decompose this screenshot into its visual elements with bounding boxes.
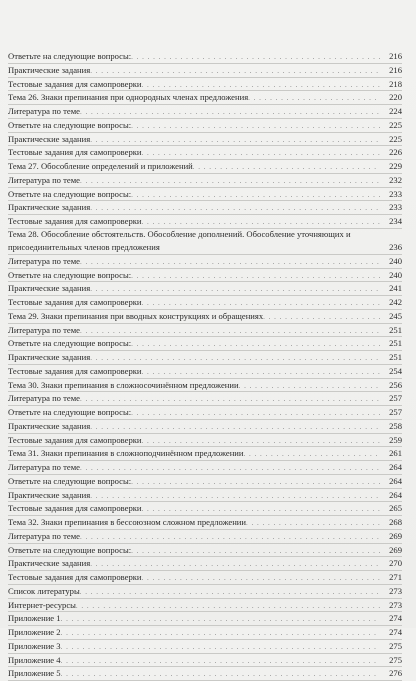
toc-entry-page: 251: [389, 338, 402, 349]
toc-dot-leader: [80, 531, 380, 544]
toc-entry-page: 257: [389, 393, 402, 404]
toc-dot-leader: [80, 106, 380, 119]
toc-entry-title: Тестовые задания для самопроверки: [8, 434, 142, 445]
toc-dot-leader: [142, 572, 380, 585]
toc-dot-leader: [142, 79, 380, 92]
toc-entry-title: Тестовые задания для самопроверки: [8, 572, 142, 582]
toc-entry-page: 224: [389, 106, 402, 116]
toc-entry-page: 232: [389, 174, 402, 185]
toc-entry-title: Практические задания: [8, 420, 91, 431]
toc-entry-title: Приложение 1: [8, 613, 61, 624]
toc-entry-page: 241: [389, 283, 402, 294]
toc-entry-title: Тема 32. Знаки препинания в бессоюзном сложном предложении: [8, 517, 247, 527]
toc-dot-leader: [142, 435, 380, 448]
toc-entry-title: Тестовые задания для самопроверки: [8, 365, 142, 376]
toc-dot-leader: [131, 545, 380, 558]
toc-entry: [8, 310, 402, 324]
toc-entry-title: Тема 28. Обособление обстоятельств. Обособление дополнений. Обособление уточняющих и присоединительных членов предложения: [8, 229, 351, 252]
toc-entry-page: 264: [389, 475, 402, 486]
toc-entry: [8, 461, 402, 475]
toc-entry-title: Тема 30. Знаки препинания в сложносочинённом предложении: [8, 379, 239, 390]
toc-entry-title: Ответьте на следующие вопросы:: [8, 188, 132, 199]
toc-entry: [8, 667, 402, 681]
toc-entry: [8, 379, 402, 393]
toc-entry-page: 240: [389, 269, 402, 280]
toc-dot-leader: [142, 297, 380, 310]
toc-entry: [8, 133, 402, 147]
toc-entry-title: Практические задания: [8, 489, 91, 500]
toc-entry: [8, 160, 402, 174]
toc-entry-title: Ответьте на следующие вопросы:: [8, 407, 132, 417]
toc-dot-leader: [142, 503, 380, 516]
toc-dot-leader: [80, 586, 380, 599]
toc-entry: [8, 612, 402, 626]
toc-entry-title: Приложение 3: [8, 640, 61, 651]
toc-dot-leader: [61, 641, 380, 654]
toc-entry-title: Литература по теме: [8, 255, 80, 266]
toc-entry-title: Практические задания: [8, 558, 91, 569]
toc-entry-title: Ответьте на следующие вопросы:: [8, 544, 132, 555]
toc-entry-page: 251: [389, 324, 402, 335]
toc-entry-title: Ответьте на следующие вопросы:: [8, 269, 132, 280]
toc-dot-leader: [263, 311, 380, 324]
toc-entry: [8, 105, 402, 119]
toc-dot-leader: [90, 558, 380, 571]
toc-entry-page: 258: [389, 420, 402, 431]
toc-entry: [8, 201, 402, 215]
toc-entry-title: Тестовые задания для самопроверки: [8, 503, 142, 514]
toc-dot-leader: [90, 134, 380, 147]
toc-entry-title: Ответьте на следующие вопросы:: [8, 119, 132, 130]
toc-entry: [8, 530, 402, 544]
toc-entry-title: Интернет-ресурсы: [8, 599, 76, 610]
toc-dot-leader: [131, 120, 380, 133]
toc-entry: [8, 502, 402, 516]
toc-entry: [8, 365, 402, 379]
toc-entry-page: 245: [389, 310, 402, 321]
toc-entry-page: 242: [389, 297, 402, 307]
toc-dot-leader: [193, 161, 380, 174]
toc-dot-leader: [142, 147, 380, 160]
toc-entry-page: 274: [389, 627, 402, 637]
toc-dot-leader: [131, 338, 380, 351]
toc-entry-page: 257: [389, 407, 402, 417]
toc-dot-leader: [61, 668, 380, 681]
toc-entry-page: 259: [389, 434, 402, 445]
toc-entry: [8, 434, 402, 448]
toc-entry: [8, 351, 402, 365]
toc-entry-page: 276: [389, 668, 402, 679]
toc-dot-leader: [80, 393, 380, 406]
toc-entry-title: Практические задания: [8, 133, 91, 144]
toc-entry: [8, 626, 402, 640]
toc-entry-page: 229: [389, 161, 402, 171]
toc-entry-title: Список литературы: [8, 585, 80, 596]
toc-dot-leader: [131, 476, 380, 489]
toc-dot-leader: [142, 216, 380, 229]
toc-entry-page: 234: [389, 216, 402, 226]
toc-dot-leader: [131, 189, 380, 202]
toc-dot-leader: [246, 517, 380, 530]
toc-entry-title: Приложение 5: [8, 668, 61, 679]
toc-entry-title: Литература по теме: [8, 462, 80, 472]
toc-entry: [8, 324, 402, 338]
toc-entry: [8, 447, 402, 461]
toc-entry: [8, 475, 402, 489]
toc-entry: [8, 557, 402, 571]
toc-entry: [8, 599, 402, 613]
table-of-contents: [8, 50, 402, 681]
toc-entry-page: 218: [389, 78, 402, 89]
toc-entry: [8, 64, 402, 78]
toc-entry-title: Практические задания: [8, 352, 91, 362]
toc-entry-page: 216: [389, 51, 402, 61]
toc-entry-title: Практические задания: [8, 283, 91, 294]
toc-entry: [8, 571, 402, 585]
toc-entry-page: 254: [389, 365, 402, 376]
toc-dot-leader: [131, 270, 380, 283]
toc-dot-leader: [61, 655, 380, 668]
toc-entry-page: 275: [389, 654, 402, 665]
toc-entry-page: 274: [389, 613, 402, 624]
toc-entry-page: 233: [389, 188, 402, 199]
toc-dot-leader: [90, 352, 380, 365]
toc-dot-leader: [90, 283, 380, 296]
toc-entry: [8, 406, 402, 420]
toc-entry-page: 220: [389, 92, 402, 103]
toc-entry-title: Тестовые задания для самопроверки: [8, 297, 142, 307]
toc-entry-title: Тестовые задания для самопроверки: [8, 216, 142, 226]
toc-dot-leader: [248, 92, 380, 105]
toc-entry-page: 273: [389, 585, 402, 596]
toc-entry-title: Тема 31. Знаки препинания в сложноподчинённом предложении: [8, 448, 244, 459]
toc-entry-page: 270: [389, 558, 402, 569]
toc-dot-leader: [90, 65, 380, 78]
toc-entry-page: 226: [389, 147, 402, 158]
toc-entry-page: 240: [389, 255, 402, 266]
toc-entry-page: 225: [389, 133, 402, 144]
toc-entry-page: 261: [389, 448, 402, 459]
toc-entry: [8, 91, 402, 105]
toc-dot-leader: [80, 256, 380, 269]
toc-entry-title: Ответьте на следующие вопросы:: [8, 338, 132, 349]
toc-entry-title: Литература по теме: [8, 393, 80, 404]
toc-entry: [8, 269, 402, 283]
toc-entry-page: 251: [389, 352, 402, 362]
toc-entry: [8, 516, 402, 530]
toc-entry-title: Тестовые задания для самопроверки: [8, 147, 142, 158]
toc-entry: [8, 255, 402, 269]
toc-entry-page: 268: [389, 517, 402, 527]
toc-entry-page: 271: [389, 572, 402, 582]
toc-entry-title: Практические задания: [8, 202, 91, 213]
toc-dot-leader: [61, 627, 380, 640]
toc-entry-page: 273: [389, 599, 402, 610]
toc-dot-leader: [80, 175, 380, 188]
toc-entry: [8, 229, 402, 255]
toc-entry-page: 225: [389, 119, 402, 130]
toc-dot-leader: [80, 325, 380, 338]
toc-entry-title: Ответьте на следующие вопросы:: [8, 51, 132, 61]
toc-entry-page: 269: [389, 530, 402, 541]
toc-dot-leader: [131, 407, 380, 420]
toc-entry-page: 236: [389, 242, 402, 252]
toc-dot-leader: [239, 380, 380, 393]
toc-entry-page: 256: [389, 379, 402, 390]
toc-dot-leader: [142, 366, 380, 379]
toc-entry-title: Приложение 4: [8, 654, 61, 665]
toc-entry-title: Литература по теме: [8, 530, 80, 541]
toc-entry-title: Литература по теме: [8, 174, 80, 185]
toc-entry-title: Тема 27. Обособление определений и приложений: [8, 161, 193, 171]
toc-dot-leader: [80, 462, 380, 475]
toc-dot-leader: [244, 448, 380, 461]
toc-entry: [8, 282, 402, 296]
toc-dot-leader: [90, 421, 380, 434]
toc-entry-page: 216: [389, 64, 402, 75]
toc-entry-title: Тестовые задания для самопроверки: [8, 78, 142, 89]
toc-entry-title: Литература по теме: [8, 324, 80, 335]
toc-entry-title: Ответьте на следующие вопросы:: [8, 475, 132, 486]
toc-entry: [8, 215, 402, 229]
toc-entry: [8, 585, 402, 599]
toc-entry: [8, 640, 402, 654]
toc-entry: [8, 489, 402, 503]
toc-entry: [8, 420, 402, 434]
toc-entry-page: 269: [389, 544, 402, 555]
toc-entry: [8, 119, 402, 133]
toc-entry-title: Литература по теме: [8, 106, 80, 116]
toc-dot-leader: [90, 490, 380, 503]
toc-dot-leader: [76, 600, 380, 613]
toc-entry: [8, 188, 402, 202]
toc-entry: [8, 174, 402, 188]
toc-entry: [8, 50, 402, 64]
toc-entry: [8, 392, 402, 406]
toc-entry-page: 233: [389, 202, 402, 213]
toc-entry: [8, 544, 402, 558]
toc-entry-page: 264: [389, 462, 402, 472]
toc-entry-title: Практические задания: [8, 64, 91, 75]
toc-entry: [8, 654, 402, 668]
toc-dot-leader: [131, 51, 380, 64]
toc-dot-leader: [90, 202, 380, 215]
toc-entry-title: Приложение 2: [8, 627, 61, 637]
toc-entry-page: 275: [389, 640, 402, 651]
toc-entry: [8, 337, 402, 351]
toc-entry-title: Тема 26. Знаки препинания при однородных членах предложения: [8, 92, 249, 103]
toc-entry-page: 265: [389, 503, 402, 514]
toc-entry-title: Тема 29. Знаки препинания при вводных конструкциях и обращениях: [8, 310, 264, 321]
toc-dot-leader: [61, 613, 380, 626]
toc-entry: [8, 146, 402, 160]
toc-entry: [8, 296, 402, 310]
toc-entry: [8, 78, 402, 92]
toc-entry-page: 264: [389, 489, 402, 500]
